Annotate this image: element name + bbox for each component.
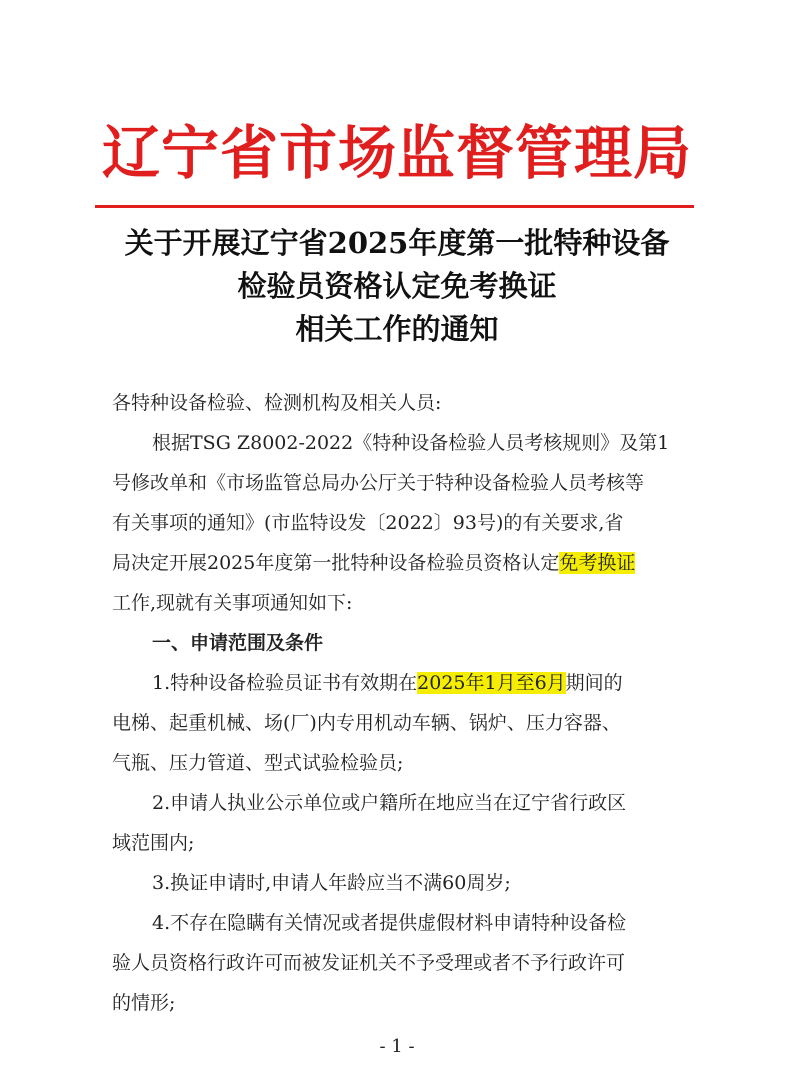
paragraph-line: 有关事项的通知》(市监特设发〔2022〕93号)的有关要求,省 xyxy=(112,512,624,534)
paragraph-line: 号修改单和《市场监管总局办公厅关于特种设备检验人员考核等 xyxy=(112,472,645,494)
list-item-line: 气瓶、压力管道、型式试验检验员; xyxy=(112,752,404,774)
page-number: - 1 - xyxy=(379,1036,415,1057)
red-header-rule xyxy=(95,205,694,208)
issuing-authority-header: 辽宁省市场监督管理局 xyxy=(101,119,692,187)
highlighted-text: 2025年1月至6月 xyxy=(417,672,566,694)
list-item-line: 的情形; xyxy=(112,992,176,1014)
notice-body xyxy=(112,383,707,1023)
list-item-line: 域范围内; xyxy=(112,832,195,854)
paragraph-line: 根据TSG Z8002-2022《特种设备检验人员考核规则》及第1 xyxy=(152,432,670,454)
notice-title xyxy=(0,222,794,351)
list-item-line xyxy=(112,663,707,703)
title-line-1: 关于开展辽宁省2025年度第一批特种设备 xyxy=(124,226,670,260)
list-item-line: 2.申请人执业公示单位或户籍所在地应当在辽宁省行政区 xyxy=(152,792,627,814)
highlighted-text: 免考换证 xyxy=(559,552,636,574)
list-item-line: 3.换证申请时,申请人年龄应当不满60周岁; xyxy=(152,872,511,894)
title-line-2: 检验员资格认定免考换证 xyxy=(237,269,557,303)
title-line-3: 相关工作的通知 xyxy=(295,312,499,346)
paragraph-text: 局决定开展2025年度第一批特种设备检验员资格认定 xyxy=(112,552,560,574)
paragraph-line: 工作,现就有关事项通知如下: xyxy=(112,592,353,614)
paragraph-line xyxy=(112,543,707,583)
list-item-line: 验人员资格行政许可而被发证机关不予受理或者不予行政许可 xyxy=(112,952,626,974)
list-item-line: 电梯、起重机械、场(厂)内专用机动车辆、锅炉、压力容器、 xyxy=(112,712,621,734)
list-item-line: 4.不存在隐瞒有关情况或者提供虚假材料申请特种设备检 xyxy=(152,912,627,934)
list-item-text: 1.特种设备检验员证书有效期在 xyxy=(152,672,418,694)
section-heading: 一、申请范围及条件 xyxy=(152,632,324,654)
list-item-text: 期间的 xyxy=(565,672,623,694)
salutation: 各特种设备检验、检测机构及相关人员: xyxy=(112,392,442,414)
